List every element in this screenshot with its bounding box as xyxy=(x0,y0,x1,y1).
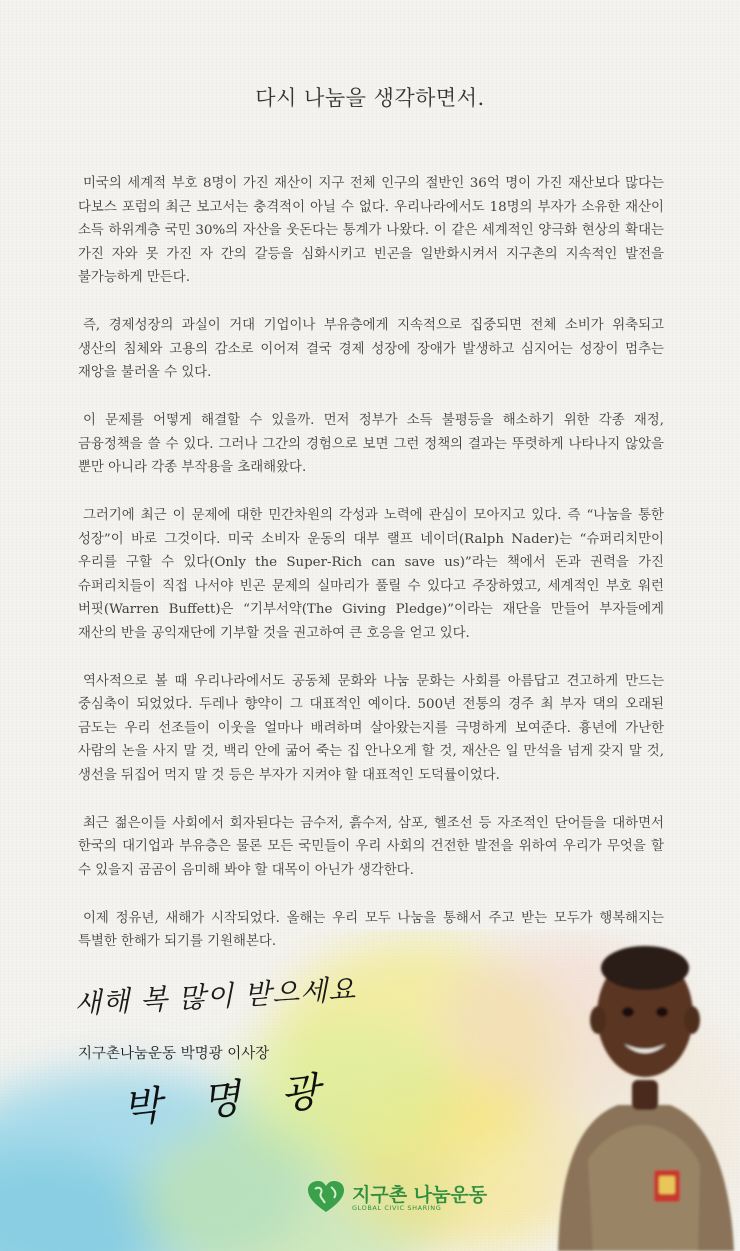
paragraph: 이 문제를 어떻게 해결할 수 있을까. 먼저 정부가 소득 불평등을 해소하기 위한 각종 재정, 금융정책을 쓸 수 있다. 그러나 그간의 경험으로 보면 그런 정책의 결과는 뚜렷하게 나타나지 않았을 뿐만 아니라 각종 부작용을 초래해왔다. xyxy=(78,413,664,475)
handwritten-signature: 박 명 광 xyxy=(120,1067,336,1133)
paragraph: 이제 정유년, 새해가 시작되었다. 올해는 우리 모두 나눔을 통해서 주고 받는 모두가 행복해지는 특별한 한해가 되기를 기원해본다. xyxy=(78,910,664,949)
paragraph: 최근 젊은이들 사회에서 회자된다는 금수저, 흙수저, 삼포, 헬조선 등 자조적인 단어들을 대하면서 한국의 대기업과 부유층은 물론 모든 국민들이 우리 사회의 건전한 발전을 위하여 우리가 무엇을 할 수 있을지 곰곰이 음미해 봐야 할 대목이 아닌가 생각한다. xyxy=(78,815,664,878)
heart-globe-icon xyxy=(306,1180,346,1214)
logo-subtitle: GLOBAL CIVIC SHARING xyxy=(352,1204,442,1212)
paragraph: 즉, 경제성장의 과실이 거대 기업이나 부유층에게 지속적으로 집중되면 전체 소비가 위축되고 생산의 침체와 고용의 감소로 이어져 결국 경제 성장에 장애가 발생하고 심지어는 성장이 멈추는 재앙을 불러올 수 있다. xyxy=(78,318,664,380)
child-photo xyxy=(548,920,740,1251)
paragraph: 그러기에 최근 이 문제에 대한 민간차원의 각성과 노력에 관심이 모아지고 있다. 즉 “나눔을 통한 성장”이 바로 그것이다. 미국 소비자 운동의 대부 랠프 네이더(Ralph Nader)는 “슈퍼리치만이 우리를 구할 수 있다(Only the Super-Rich can save us)”라는 책에서 돈과 권력을 가진 슈퍼리치들이 직접 나서야 빈곤 문제의 실마리가 풀릴 수 있다고 주장하였고, 세계적인 부호 워런 버핏(Warren Buffett)은 “기부서약(The Giving Pledge)”이라는 재단을 만들어 부자들에게 재산의 반을 공익재단에 기부할 것을 권고하여 큰 호응을 얻고 있다. xyxy=(78,508,664,641)
new-year-greeting: 새해 복 많이 받으세요 xyxy=(73,972,357,1021)
letter-body xyxy=(78,172,664,978)
paragraph: 미국의 세계적 부호 8명이 가진 재산이 지구 전체 인구의 절반인 36억 명이 가진 재산보다 많다는 다보스 포럼의 최근 보고서는 충격적이 아닐 수 없다. 우리나라에서도 18명의 부자가 소유한 재산이 소득 하위계층 국민 30%의 자산을 웃돈다는 통계가 나왔다. 이 같은 세계적인 양극화 현상의 확대는 가진 자와 못 가진 자 간의 갈등을 심화시키고 빈곤을 일반화시켜서 지구촌의 지속적인 발전을 불가능하게 만든다. xyxy=(78,176,664,285)
signer-name: 지구촌나눔운동 박명광 이사장 xyxy=(78,1046,270,1062)
letter-title: 다시 나눔을 생각하면서. xyxy=(255,86,485,110)
organization-logo xyxy=(306,1180,488,1216)
paragraph: 역사적으로 볼 때 우리나라에서도 공동체 문화와 나눔 문화는 사회를 아름답고 견고하게 만드는 중심축이 되었었다. 두레나 향약이 그 대표적인 예이다. 500년 전통의 경주 최 부자 댁의 오래된 금도는 우리 선조들이 이웃을 얼마나 배려하며 살아왔는지를 극명하게 보여준다. 흉년에 가난한 사람의 논을 사지 말 것, 백리 안에 굶어 죽는 집 안나오게 할 것, 재산은 일 만석을 넘게 갖지 말 것, 생선을 뒤집어 먹지 말 것 등은 부자가 지켜야 할 대표적인 도덕률이었다. xyxy=(78,673,664,783)
logo-name: 지구촌 나눔운동 xyxy=(352,1184,488,1206)
